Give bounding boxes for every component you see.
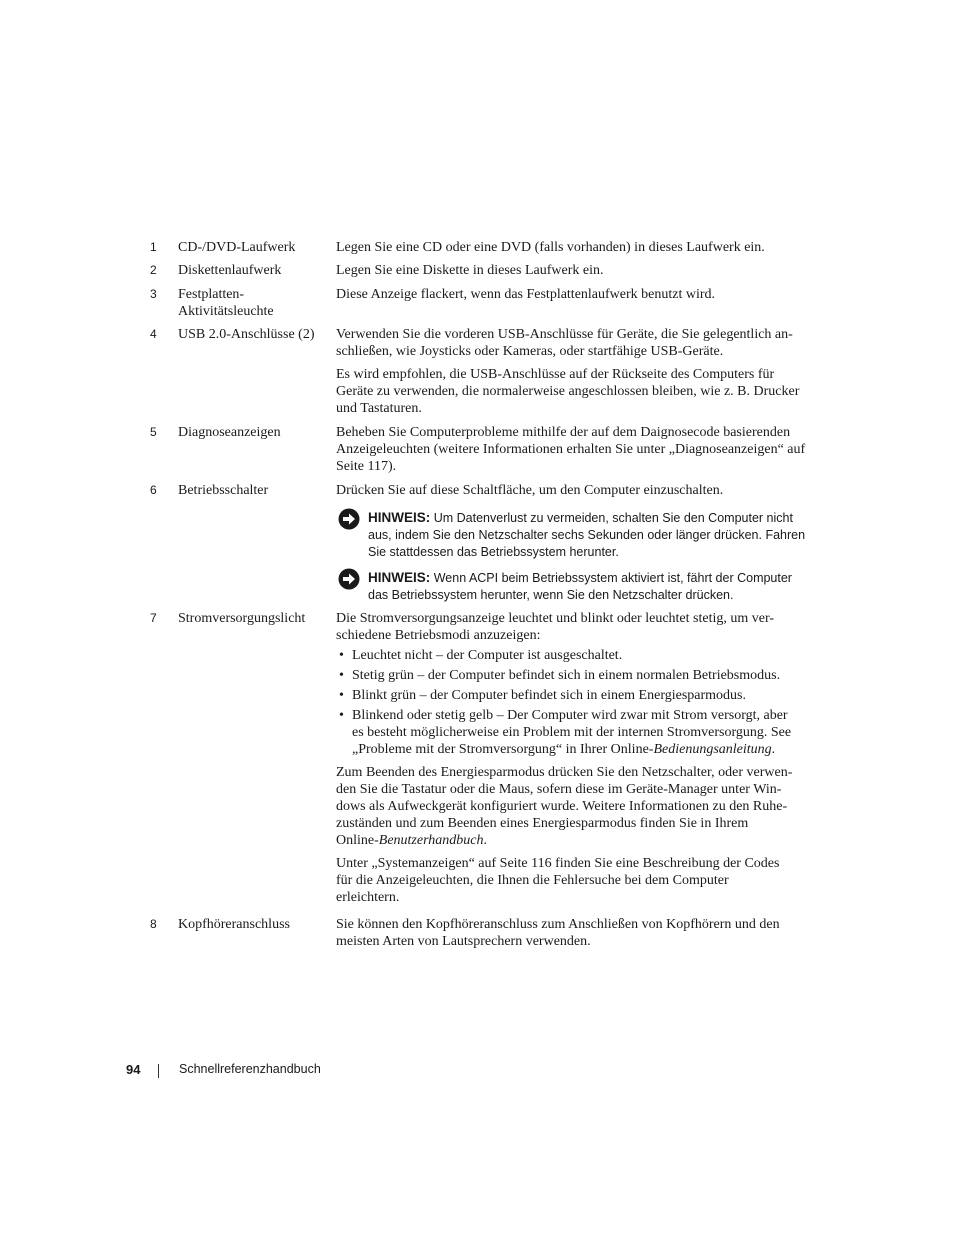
- notice-label: HINWEIS:: [368, 510, 431, 525]
- item-name: Diagnoseanzeigen: [178, 425, 281, 440]
- item-name: USB 2.0-Anschlüsse (2): [178, 327, 315, 342]
- description-paragraph: Legen Sie eine Diskette in dieses Laufwerk ein.: [336, 263, 604, 278]
- description-paragraph: Sie können den Kopfhöreranschluss zum Anschließen von Kopfhörern und den meisten Arten von Lautsprechern verwenden.: [336, 917, 780, 949]
- list-item: [336, 687, 816, 704]
- item-name: Kopfhöreranschluss: [178, 917, 290, 932]
- row-number: 8: [150, 917, 157, 931]
- paragraph-end: .: [483, 833, 487, 848]
- list-item: [336, 647, 816, 664]
- item-description: [336, 610, 816, 906]
- notice-label: HINWEIS:: [368, 570, 431, 585]
- list-item: [336, 667, 816, 684]
- item-description: [336, 424, 816, 475]
- list-item-text: Leuchtet nicht – der Computer ist ausgeschaltet.: [352, 648, 623, 663]
- status-list: [336, 647, 816, 758]
- bullet-icon: •: [339, 668, 344, 683]
- description-paragraph: Es wird empfohlen, die USB-Anschlüsse auf der Rückseite des Computers für Geräte zu verwenden, die normalerweise angeschlossen bleiben, wie z. B. Drucker und Tastaturen.: [336, 367, 800, 416]
- bullet-icon: •: [339, 708, 344, 723]
- bullet-icon: •: [339, 688, 344, 703]
- list-item-text: Blinkend oder stetig gelb – Der Computer wird zwar mit Strom versorgt, aber es besteht möglicherweise ein Problem mit der internen Stromversorgung. See „Probleme mit der Stromversorgung“ in Ihrer Online-: [352, 708, 792, 757]
- description-paragraph: Beheben Sie Computerprobleme mithilfe der auf dem Daignosecode basierenden Anzeigeleuchten (weitere Informationen erhalten Sie unter „Diagnoseanzeigen“ auf Seite 117).: [336, 425, 806, 474]
- list-item-end: .: [771, 742, 776, 757]
- description-paragraph: [336, 764, 816, 849]
- item-description: [336, 482, 816, 604]
- item-description: [336, 916, 816, 950]
- item-name: Festplatten- Aktivitätsleuchte: [178, 287, 274, 319]
- notice-block: [336, 569, 816, 604]
- item-name: Diskettenlaufwerk: [178, 263, 282, 278]
- row-number: 3: [150, 287, 157, 301]
- row-number: 4: [150, 327, 157, 341]
- list-item: [336, 707, 816, 758]
- item-name: Stromversorgungslicht: [178, 611, 306, 626]
- notice-block: [336, 509, 816, 561]
- description-paragraph: Die Stromversorgungsanzeige leuchtet und blinkt oder leuchtet stetig, um ver- schiedene Betriebsmodi anzuzeigen:: [336, 611, 775, 643]
- row-number: 2: [150, 263, 157, 277]
- row-number: 6: [150, 483, 157, 497]
- row-number: 1: [150, 240, 157, 254]
- paragraph-text: Zum Beenden des Energiesparmodus drücken Sie den Netzschalter, oder verwen- den Sie die Tastatur oder die Maus, sofern diese im Geräte-Manager unter Win- dows als Aufweckgerät konfiguriert wurde. Weitere Informationen zu den Ruhe- zuständen und zum Beenden eines Energiesparmodus finden Sie in Ihrem Online-: [336, 765, 793, 848]
- description-paragraph: Drücken Sie auf diese Schaltfläche, um den Computer einzuschalten.: [336, 483, 724, 498]
- row-number: 5: [150, 425, 157, 439]
- list-item-text: Stetig grün – der Computer befindet sich in einem normalen Betriebsmodus.: [352, 668, 781, 683]
- notice-arrow-icon: [338, 508, 360, 530]
- item-description: [336, 262, 816, 279]
- item-description: [336, 286, 816, 303]
- item-name: Betriebsschalter: [178, 483, 269, 498]
- list-item-text: Blinkt grün – der Computer befindet sich in einem Energiesparmodus.: [352, 688, 746, 703]
- description-paragraph: Verwenden Sie die vorderen USB-Anschlüsse für Geräte, die Sie gelegentlich an- schließen, wie Joysticks oder Kameras, oder startfähige USB-Geräte.: [336, 327, 793, 359]
- page-number: 94: [126, 1062, 141, 1077]
- description-paragraph: Diese Anzeige flackert, wenn das Festplattenlaufwerk benutzt wird.: [336, 287, 716, 302]
- notice-text: Wenn ACPI beim Betriebssystem aktiviert ist, fährt der Computer das Betriebssystem herunter, wenn Sie den Netzschalter drücken.: [368, 571, 792, 602]
- notice-text: Um Datenverlust zu vermeiden, schalten Sie den Computer nicht aus, indem Sie den Netzschalter sechs Sekunden oder länger drücken. Fahren Sie stattdessen das Betriebssystem herunter.: [368, 511, 806, 559]
- description-paragraph: Unter „Systemanzeigen“ auf Seite 116 finden Sie eine Beschreibung der Codes für die Anzeigeleuchten, die Ihnen die Fehlersuche bei dem Computer erleichtern.: [336, 856, 780, 905]
- notice-arrow-icon: [338, 568, 360, 590]
- item-name: CD-/DVD-Laufwerk: [178, 240, 296, 255]
- item-description: [336, 326, 816, 417]
- item-description: [336, 239, 816, 256]
- footer-title: Schnellreferenzhandbuch: [179, 1062, 321, 1076]
- row-number: 7: [150, 611, 157, 625]
- bullet-icon: •: [339, 648, 344, 663]
- manual-title: Benutzerhandbuch: [378, 833, 484, 848]
- footer-divider: [158, 1064, 159, 1078]
- manual-title: Bedienungsanleitung: [653, 742, 772, 757]
- description-paragraph: Legen Sie eine CD oder eine DVD (falls vorhanden) in dieses Laufwerk ein.: [336, 240, 765, 255]
